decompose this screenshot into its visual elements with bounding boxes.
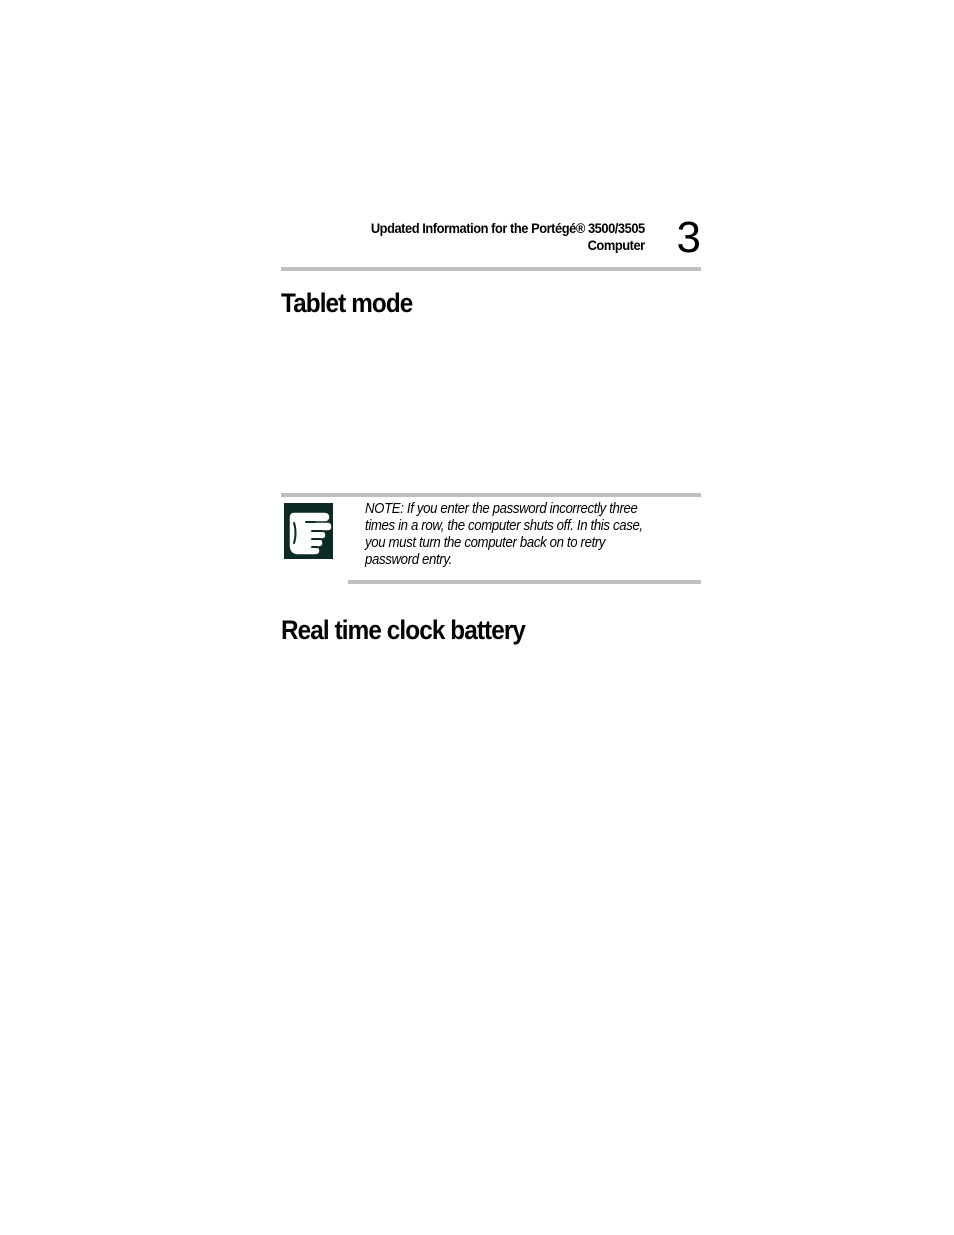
pointing-hand-icon: [284, 503, 333, 559]
heading-real-time-clock-battery: Real time clock battery: [281, 615, 526, 645]
running-title-line-2: Computer: [587, 237, 645, 253]
page-header: [281, 213, 701, 266]
note-line-3: you must turn the computer back on to retry: [365, 534, 606, 551]
note-text: [365, 500, 664, 568]
note-top-divider: [281, 493, 701, 497]
running-title-line-1: Updated Information for the Portégé® 3500/3505: [371, 220, 645, 236]
header-divider: [281, 267, 701, 271]
note-bottom-divider: [348, 580, 701, 584]
running-title: [371, 220, 645, 254]
note-line-2: times in a row, the computer shuts off. In this case,: [365, 517, 643, 534]
note-line-4: password entry.: [365, 551, 452, 568]
chapter-number: 3: [676, 213, 701, 262]
heading-tablet-mode: Tablet mode: [281, 288, 413, 318]
note-line-1: NOTE: If you enter the password incorrectly three: [365, 500, 638, 517]
